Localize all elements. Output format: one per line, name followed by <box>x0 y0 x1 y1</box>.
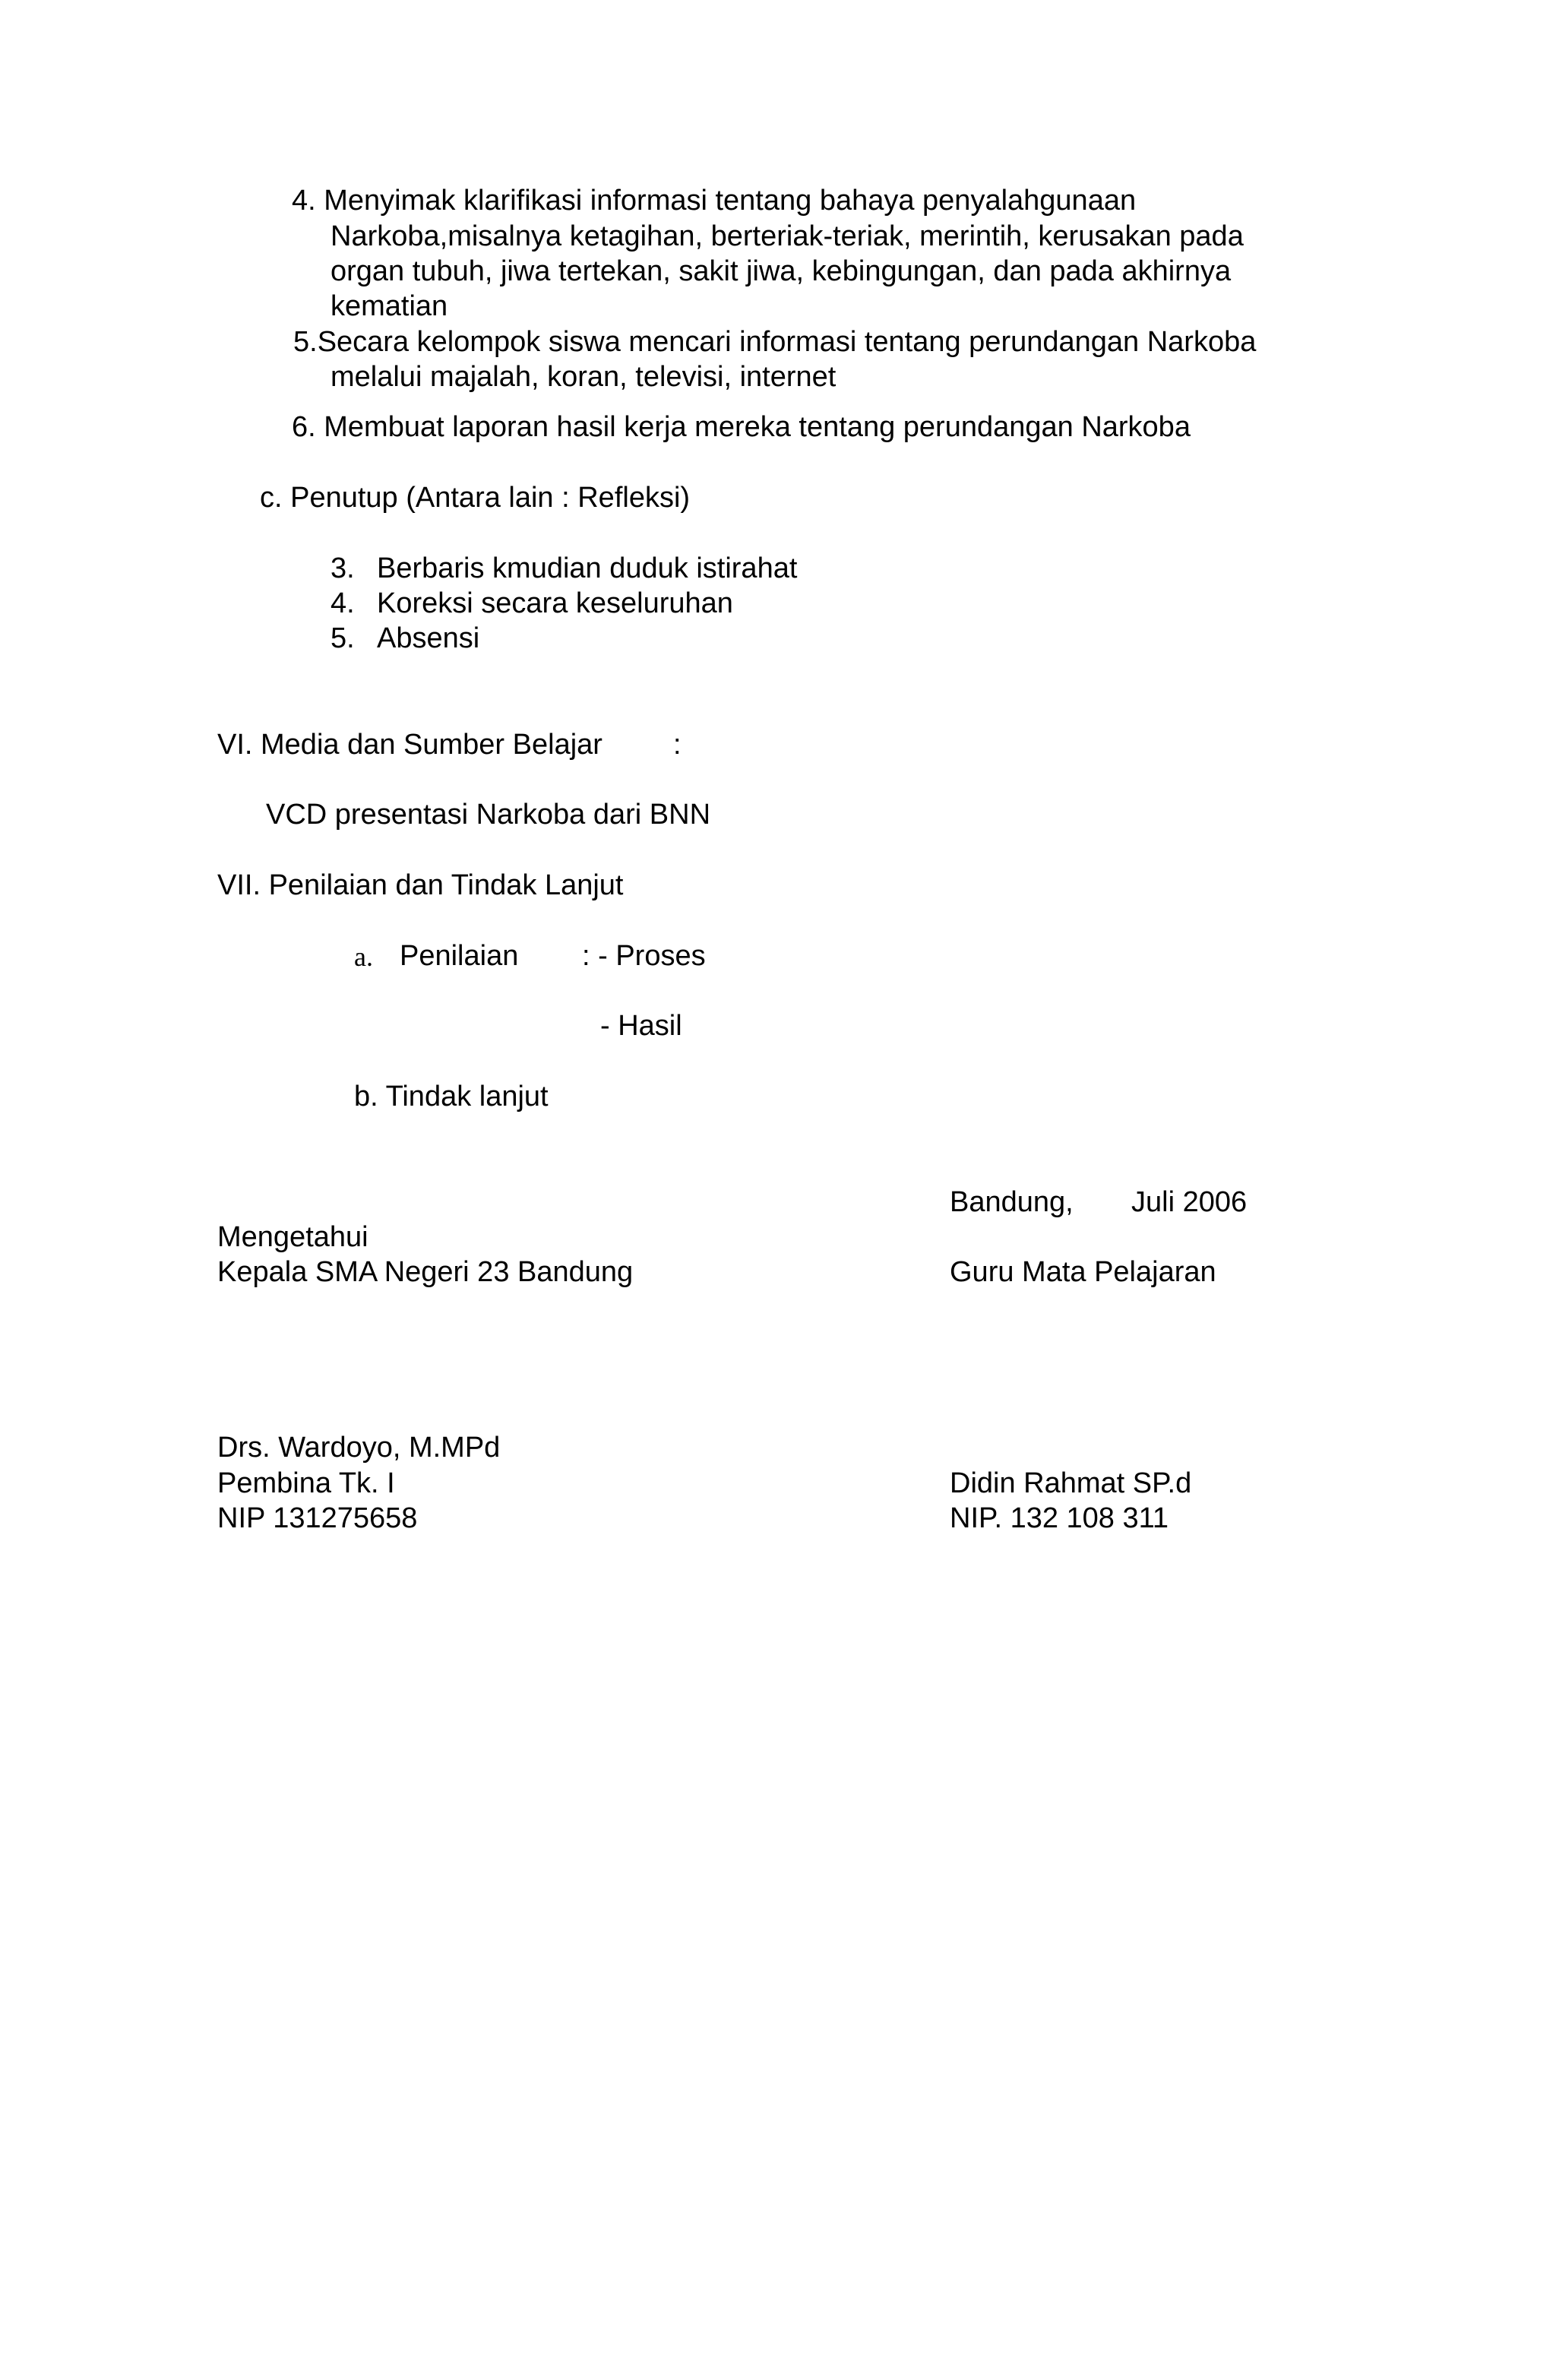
signature-place: Bandung, <box>950 1186 1074 1218</box>
list-item-4-line-1: 4. Menyimak klarifikasi informasi tentang bahaya penyalahgunaan <box>292 185 1137 217</box>
closing-heading: c. Penutup (Antara lain : Refleksi) <box>260 482 691 514</box>
assessment-label: Penilaian <box>400 940 519 972</box>
signature-right-name: Didin Rahmat SP.d <box>950 1467 1192 1499</box>
signature-left-name: Drs. Wardoyo, M.MPd <box>217 1432 501 1464</box>
signature-left-known: Mengetahui <box>217 1221 368 1253</box>
assessment-value-process: : - Proses <box>582 940 706 972</box>
follow-up-label: b. Tindak lanjut <box>354 1081 549 1112</box>
section-vii-heading: VII. Penilaian dan Tindak Lanjut <box>217 869 624 901</box>
section-vi-colon: : <box>673 729 682 761</box>
closing-item-text: Berbaris kmudian duduk istirahat <box>377 552 798 584</box>
assessment-value-result: - Hasil <box>600 1010 682 1042</box>
closing-item-number: 5. <box>330 622 355 654</box>
list-item-5-line-1: 5.Secara kelompok siswa mencari informasi tentang perundangan Narkoba <box>293 326 1257 358</box>
list-item-4-line-2: Narkoba,misalnya ketagihan, berteriak-teriak, merintih, kerusakan pada <box>330 220 1244 252</box>
signature-right-title: Guru Mata Pelajaran <box>950 1256 1216 1288</box>
section-vi-content: VCD presentasi Narkoba dari BNN <box>266 799 711 831</box>
assessment-marker: a. <box>354 942 373 972</box>
closing-item-text: Koreksi secara keseluruhan <box>377 587 733 619</box>
signature-left-rank: Pembina Tk. I <box>217 1467 395 1499</box>
signature-date: Juli 2006 <box>1131 1186 1248 1218</box>
closing-item-number: 4. <box>330 587 355 619</box>
section-vi-heading: VI. Media dan Sumber Belajar <box>217 729 602 761</box>
list-item-5-line-2: melalui majalah, koran, televisi, internet <box>330 361 837 393</box>
closing-item-text: Absensi <box>377 622 480 654</box>
signature-left-title: Kepala SMA Negeri 23 Bandung <box>217 1256 634 1288</box>
list-item-4-line-3: organ tubuh, jiwa tertekan, sakit jiwa, kebingungan, dan pada akhirnya <box>330 255 1232 287</box>
list-item-4-line-4: kematian <box>330 290 448 322</box>
signature-right-nip: NIP. 132 108 311 <box>950 1502 1169 1534</box>
signature-left-nip: NIP 131275658 <box>217 1502 418 1534</box>
closing-item-number: 3. <box>330 552 355 584</box>
list-item-6: 6. Membuat laporan hasil kerja mereka tentang perundangan Narkoba <box>292 411 1191 443</box>
